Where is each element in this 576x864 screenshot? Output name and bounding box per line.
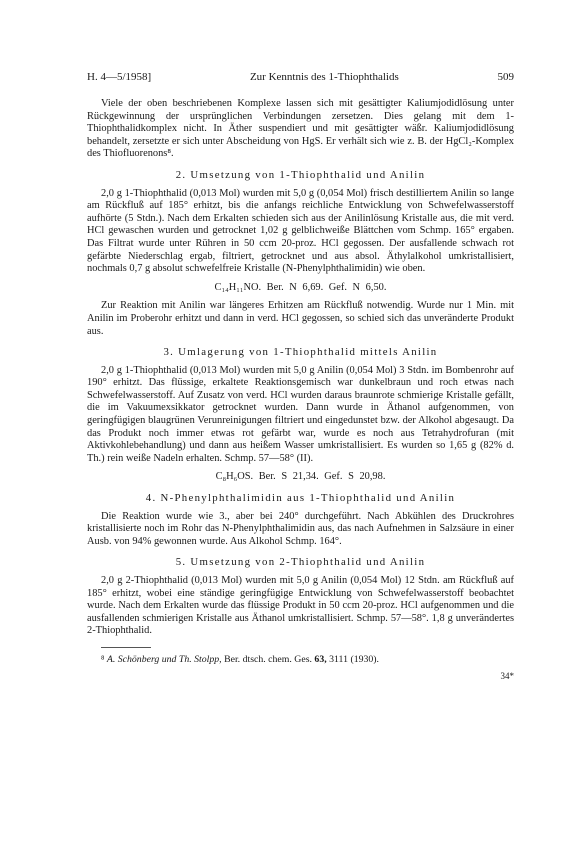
- footnote: [87, 654, 514, 667]
- header-title: Zur Kenntnis des 1-Thiophthalids: [249, 71, 399, 83]
- section-heading: 5. Umsetzung von 2-Thiophthalid und Anilin: [175, 556, 426, 569]
- section-heading: 3. Umlagerung von 1-Thiophthalid mittels Anilin: [163, 346, 438, 359]
- section-5: [87, 556, 514, 638]
- article-body: [87, 98, 514, 682]
- section-paragraph: Die Reaktion wurde wie 3., aber bei 240° durchgeführt. Nach Abkühlen des Druckrohres kristallisierte noch im Rohr das N-Phenylphthalimidin aus, das nach Aufnehmen in Salzsäure in einer Ausb. von 94% gewonnen wurde. Aus Alkohol Schmp. 164°.: [87, 510, 514, 547]
- section-paragraph: 2,0 g 1-Thiophthalid (0,013 Mol) wurden mit 5,0 g (0,054 Mol) frisch destilliertem Anilin so lange am Rückfluß auf 185° erhitzt, bis die anfangs reichliche Entwicklung von Schwefelwasserstoff aufhörte (5 Stdn.). Nach dem Erkalten schieden sich aus der Anilinlösung Kristalle aus, die mit verd. HCl gewaschen wurden und getrocknet 1,02 g gelblichweiße Blättchen vom Schmp. 165° ergaben. Das Filtrat wurde unter Rühren in 50 ccm 20-proz. HCl gegossen. Der ausfallende schwach rot gefärbte Niederschlag ergab, filtriert, getrocknet und aus absol. Äthylalkohol umkristallisiert, nochmals 0,7 g absolut schwefelfreie Kristalle (N-Phenylphthalimidin) wie oben.: [87, 187, 514, 275]
- footnote-citation: Ber. dtsch. chem. Ges.: [224, 653, 312, 665]
- analysis-formula: C₁₄H₁₁NO. Ber. N 6,69. Gef. N 6,50.: [214, 281, 387, 293]
- section-3: [87, 346, 514, 484]
- signature-mark: 34*: [500, 670, 514, 681]
- footnote-authors: A. Schönberg und Th. Stolpp,: [106, 653, 222, 665]
- running-header: [87, 71, 514, 84]
- section-4: [87, 492, 514, 548]
- section-heading: 4. N-Phenylphthalimidin aus 1-Thiophthalid und Anilin: [145, 492, 456, 505]
- section-heading: 2. Umsetzung von 1-Thiophthalid und Anilin: [175, 168, 426, 181]
- analysis-formula: C₈H₆OS. Ber. S 21,34. Gef. S 20,98.: [215, 471, 386, 483]
- section-paragraph: 2,0 g 1-Thiophthalid (0,013 Mol) wurden mit 5,0 g Anilin (0,054 Mol) 3 Stdn. im Bombenrohr auf 190° erhitzt. Das flüssige, erkaltete Reaktionsgemisch war dunkelbraun und roch etwas nach Schwefelwasserstoff. Auf Zusatz von verd. HCl wurden daraus braunrote schmierige Kristalle gefällt, die im Vakuumexsikkator getrocknet wurden. Dann wurde in Äthanol aufgenommen, von geringfügigen blaugrünen Verunreinigungen filtriert und eingedunstet bzw. der Alkohol abgesaugt. Da das Produkt noch immer etwas rot gefärbt war, wurde es noch aus Tetrahydrofuran (mit Aktivkohlebehandlung) und dann aus heißem Wasser umkristallisiert. Es wurden so 1,65 g (82% d. Th.) rein weiße Nadeln erhalten. Schmp. 57—58° (II).: [87, 364, 514, 464]
- footnote-divider: [101, 647, 151, 648]
- footnote-volume: 63,: [314, 653, 327, 665]
- header-journal-ref: H. 4—5/1958]: [87, 71, 152, 83]
- section-2: [87, 169, 514, 338]
- header-page-number: 509: [497, 71, 514, 83]
- intro-paragraph: Viele der oben beschriebenen Komplexe lassen sich mit gesättigter Kaliumjodidlösung unter Rückgewinnung der ursprünglichen Verbindungen zersetzen. Dies gelang mit dem 1-Thiophthalidkomplex nicht. In Äther suspendiert und mit gesättigter wäßr. Kaliumjodidlösung behandelt, zersetzte er sich unter Abscheidung von HgS. Er verhält sich wie z. B. der HgCl₂-Komplex des Thiofluorenons⁸.: [87, 98, 514, 160]
- footnote-marker: ⁸: [101, 653, 105, 665]
- footnote-pages: 3111 (1930).: [329, 653, 380, 665]
- section-paragraph: Zur Reaktion mit Anilin war längeres Erhitzen am Rückfluß notwendig. Wurde nur 1 Min. mit Anilin im Proberohr erhitzt und dann in verd. HCl gegossen, so schied sich das unveränderte Produkt aus.: [87, 300, 514, 337]
- section-paragraph: 2,0 g 2-Thiophthalid (0,013 Mol) wurden mit 5,0 g Anilin (0,054 Mol) 12 Stdn. am Rückfluß auf 185° erhitzt, wobei eine ständige geringfügige Entwicklung von Schwefelwasserstoff beobachtet wurde. Nach dem Erkalten wurde das flüssige Produkt in 50 ccm 20-proz. HCl aufgenommen und die ausfallenden schmierigen Kristalle aus Äthanol umkristallisiert. Schmp. 57—58°. 1,8 g unverändertes 2-Thiophthalid.: [87, 575, 514, 637]
